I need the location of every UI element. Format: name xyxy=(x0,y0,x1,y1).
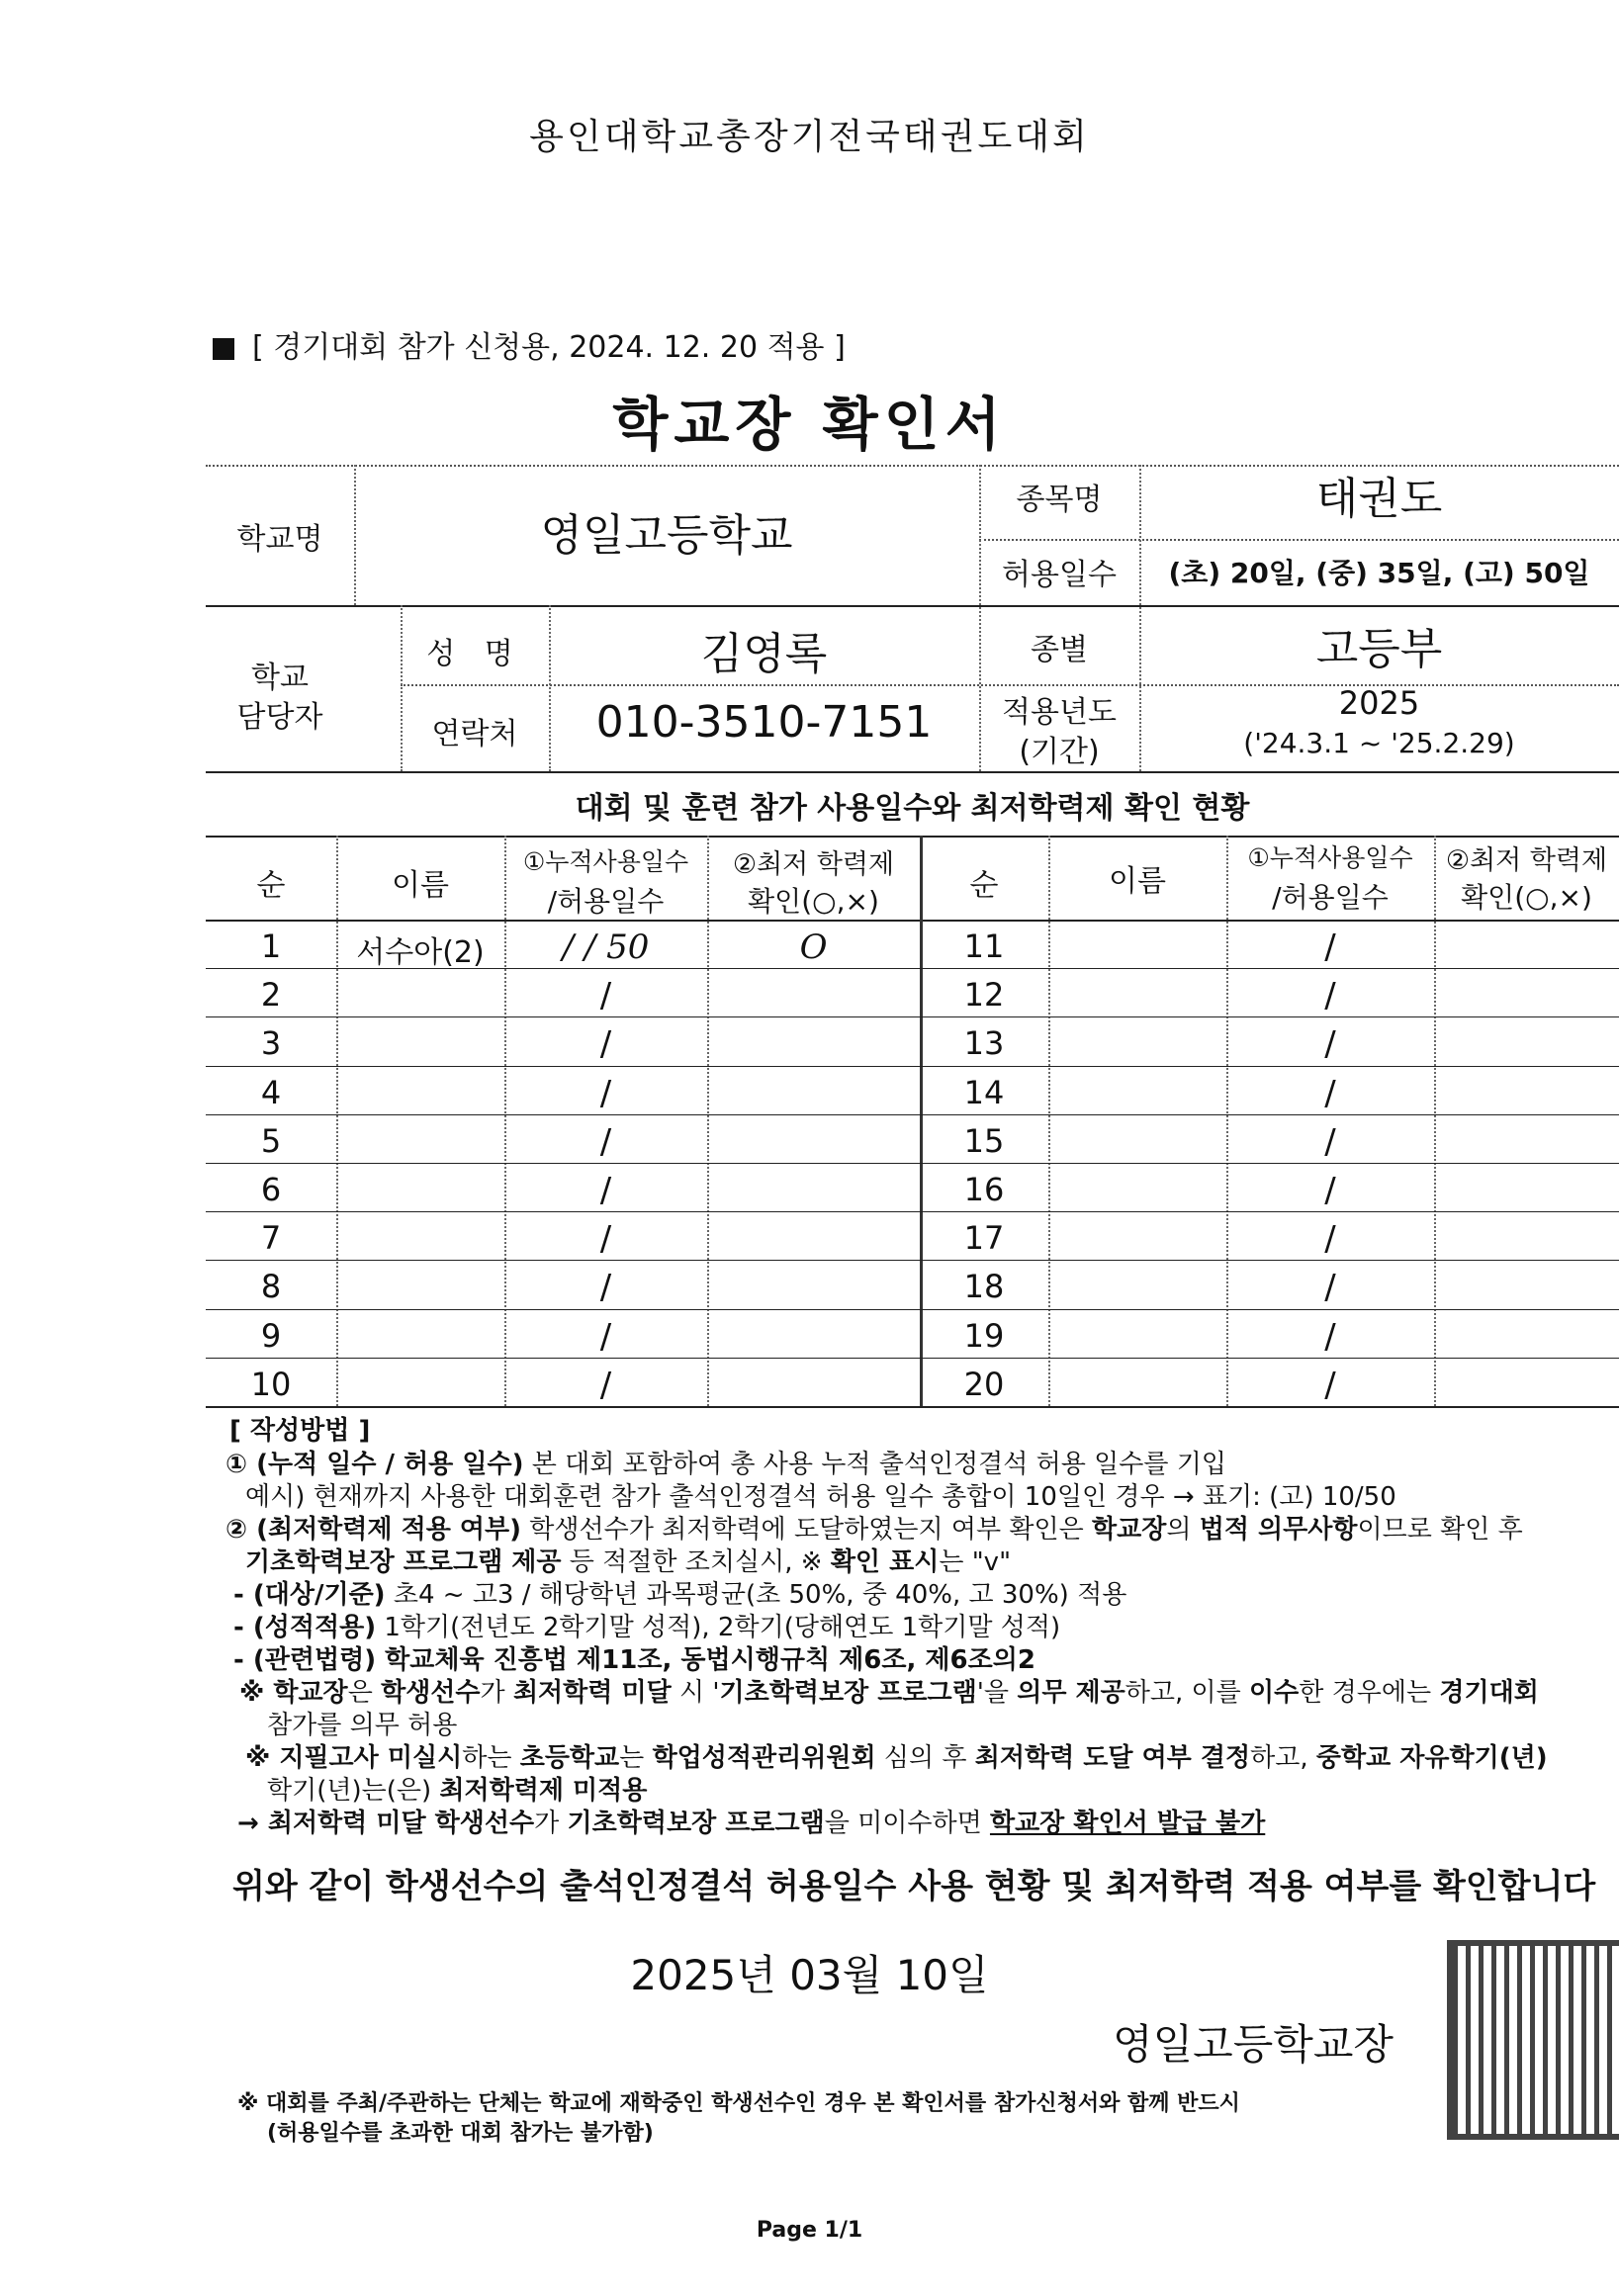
year-label-1: 적용년도 xyxy=(1002,695,1117,730)
row-right-days: / xyxy=(1324,1024,1336,1065)
col-grade-left-2: 확인(○,×) xyxy=(748,885,879,918)
row-right-no: 20 xyxy=(963,1365,1005,1403)
col-grade-right-1: ②최저 학력제 xyxy=(1445,845,1608,876)
notice-line xyxy=(213,322,846,366)
footnote-line-2: (허용일수를 초과한 대회 참가는 불가함) xyxy=(267,2121,654,2146)
row-left-no: 1 xyxy=(260,927,282,965)
name-label: 성 명 xyxy=(426,637,523,671)
row-left-days: / xyxy=(599,1268,612,1308)
instruction-1: ① (누적 일수 / 허용 일수) 본 대회 포함하여 총 사용 누적 출석인정결석 허용 일수를 기입 xyxy=(225,1450,1227,1479)
row-left-days: / / 50 xyxy=(562,927,650,967)
instruction-arrow: → 최저학력 미달 학생선수가 기초학력보장 프로그램을 미이수하면 학교장 확인서 발급 불가 xyxy=(237,1809,1266,1838)
row-right-days: / xyxy=(1324,1121,1336,1162)
col-name-right: 이름 xyxy=(1109,864,1166,899)
instruction-example: 예시) 현재까지 사용한 대회훈련 참가 출석인정결석 허용 일수 총합이 10일인 경우 → 표기: (고) 10/50 xyxy=(245,1482,1396,1512)
year-value: 2025 xyxy=(1338,684,1420,722)
row-left-days: / xyxy=(599,1024,612,1065)
issue-date: 2025년 03월 10일 xyxy=(630,1951,989,1999)
row-left-no: 3 xyxy=(260,1024,282,1063)
instruction-2: ② (최저학력제 적용 여부) 학생선수가 최저학력에 도달하였는지 여부 확인은 학교장의 법적 의무사항이므로 확인 후 xyxy=(225,1515,1523,1545)
instruction-note-1: ※ 학교장은 학생선수가 최저학력 미달 시 '기초학력보장 프로그램'을 의무 제공하고, 이를 이수한 경우에는 경기대회 xyxy=(239,1678,1539,1708)
row-left-days: / xyxy=(599,1171,612,1210)
row-right-days: / xyxy=(1324,1365,1336,1405)
year-label-2: (기간) xyxy=(1019,735,1100,769)
col-no-right: 순 xyxy=(969,868,999,903)
instructions-heading: [ 작성방법 ] xyxy=(229,1416,371,1446)
col-days-right-1: ①누적사용일수 xyxy=(1247,843,1413,872)
row-left-no: 6 xyxy=(260,1171,282,1208)
manager-label-2: 담당자 xyxy=(236,700,323,735)
row-left-no: 8 xyxy=(260,1268,282,1306)
row-right-days: / xyxy=(1324,1171,1336,1210)
instruction-note-2: ※ 지필고사 미실시하는 초등학교는 학업성적관리위원회 심의 후 최저학력 도달 여부 결정하고, 중학교 자유학기(년) xyxy=(245,1743,1548,1773)
row-left-days: / xyxy=(599,1073,612,1113)
row-right-days: / xyxy=(1324,1219,1336,1260)
row-right-days: / xyxy=(1324,976,1336,1016)
event-title: 용인대학교총장기전국태권도대회 xyxy=(529,117,1090,157)
instruction-target: - (대상/기준) 초4 ~ 고3 / 해당학년 과목평균(초 50%, 중 40%, 고 30%) 적용 xyxy=(233,1580,1127,1610)
row-right-days: / xyxy=(1324,1268,1336,1308)
notice-text: [ 경기대회 참가 신청용, 2024. 12. 20 적용 ] xyxy=(252,330,846,365)
division-value: 고등부 xyxy=(1315,624,1443,674)
year-period: ('24.3.1 ~ '25.2.29) xyxy=(1243,727,1515,759)
manager-name: 김영록 xyxy=(700,629,828,679)
principal-name: 영일고등학교장 xyxy=(1113,2020,1394,2069)
row-right-no: 11 xyxy=(963,927,1005,965)
school-seal-stamp xyxy=(1447,1940,1619,2140)
row-right-days: / xyxy=(1324,1316,1336,1357)
row-left-check: O xyxy=(799,927,828,967)
row-right-days: / xyxy=(1324,927,1336,967)
instruction-law: - (관련법령) 학교체육 진흥법 제11조, 동법시행규칙 제6조, 제6조의2 xyxy=(233,1645,1035,1675)
row-right-no: 13 xyxy=(963,1024,1005,1063)
row-right-days: / xyxy=(1324,1073,1336,1113)
contact-label: 연락처 xyxy=(431,717,518,751)
row-right-no: 14 xyxy=(963,1073,1005,1111)
row-right-no: 18 xyxy=(963,1268,1005,1306)
school-label: 학교명 xyxy=(236,522,323,557)
col-days-right-2: /허용일수 xyxy=(1272,881,1389,914)
row-left-days: / xyxy=(599,1365,612,1405)
col-no-left: 순 xyxy=(256,868,286,903)
confirmation-text: 위와 같이 학생선수의 출석인정결석 허용일수 사용 현황 및 최저학력 적용 여부를 확인합니다 xyxy=(232,1867,1596,1906)
contact-value: 010-3510-7151 xyxy=(595,697,933,748)
row-left-no: 7 xyxy=(260,1219,282,1258)
row-left-days: / xyxy=(599,976,612,1016)
status-heading: 대회 및 훈련 참가 사용일수와 최저학력제 확인 현황 xyxy=(575,791,1250,826)
col-days-left-1: ①누적사용일수 xyxy=(522,847,689,876)
col-grade-left-1: ②최저 학력제 xyxy=(732,849,895,880)
row-left-no: 4 xyxy=(260,1073,282,1111)
division-label: 종별 xyxy=(1031,633,1088,667)
row-left-name: 서수아(2) xyxy=(356,935,485,970)
school-name: 영일고등학교 xyxy=(540,510,793,561)
row-left-days: / xyxy=(599,1121,612,1162)
instruction-grades: - (성적적용) 1학기(전년도 2학기말 성적), 2학기(당해연도 1학기말 성적) xyxy=(233,1613,1061,1642)
row-left-days: / xyxy=(599,1219,612,1260)
manager-label-1: 학교 xyxy=(251,661,309,695)
row-left-no: 9 xyxy=(260,1316,282,1355)
square-bullet-icon xyxy=(213,338,234,360)
sport-value: 태권도 xyxy=(1315,474,1443,524)
sport-label: 종목명 xyxy=(1016,483,1103,517)
row-right-no: 16 xyxy=(963,1171,1005,1208)
instruction-2-cont: 기초학력보장 프로그램 제공 등 적절한 조치실시, ※ 확인 표시는 "v" xyxy=(245,1547,1012,1577)
row-left-no: 5 xyxy=(260,1121,282,1160)
col-days-left-2: /허용일수 xyxy=(547,885,665,918)
instruction-note-1-cont: 참가를 의무 허용 xyxy=(267,1711,458,1740)
row-right-no: 17 xyxy=(963,1219,1005,1258)
row-left-no: 10 xyxy=(250,1365,292,1403)
col-name-left: 이름 xyxy=(392,868,449,903)
row-right-no: 19 xyxy=(963,1316,1005,1355)
row-left-days: / xyxy=(599,1316,612,1357)
page-number: Page 1/1 xyxy=(756,2218,863,2243)
footnote-line-1: ※ 대회를 주최/주관하는 단체는 학교에 재학중인 학생선수인 경우 본 확인서를 참가신청서와 함께 반드시 xyxy=(237,2091,1240,2116)
allowed-days-value: (초) 20일, (중) 35일, (고) 50일 xyxy=(1168,557,1590,589)
allowed-days-label: 허용일수 xyxy=(1002,558,1117,592)
row-right-no: 15 xyxy=(963,1121,1005,1160)
document-title: 학교장 확인서 xyxy=(612,391,1007,458)
row-right-no: 12 xyxy=(963,976,1005,1015)
row-left-no: 2 xyxy=(260,976,282,1015)
col-grade-right-2: 확인(○,×) xyxy=(1461,881,1592,914)
instruction-note-2-cont: 학기(년)는(은) 최저학력제 미적용 xyxy=(267,1776,648,1806)
